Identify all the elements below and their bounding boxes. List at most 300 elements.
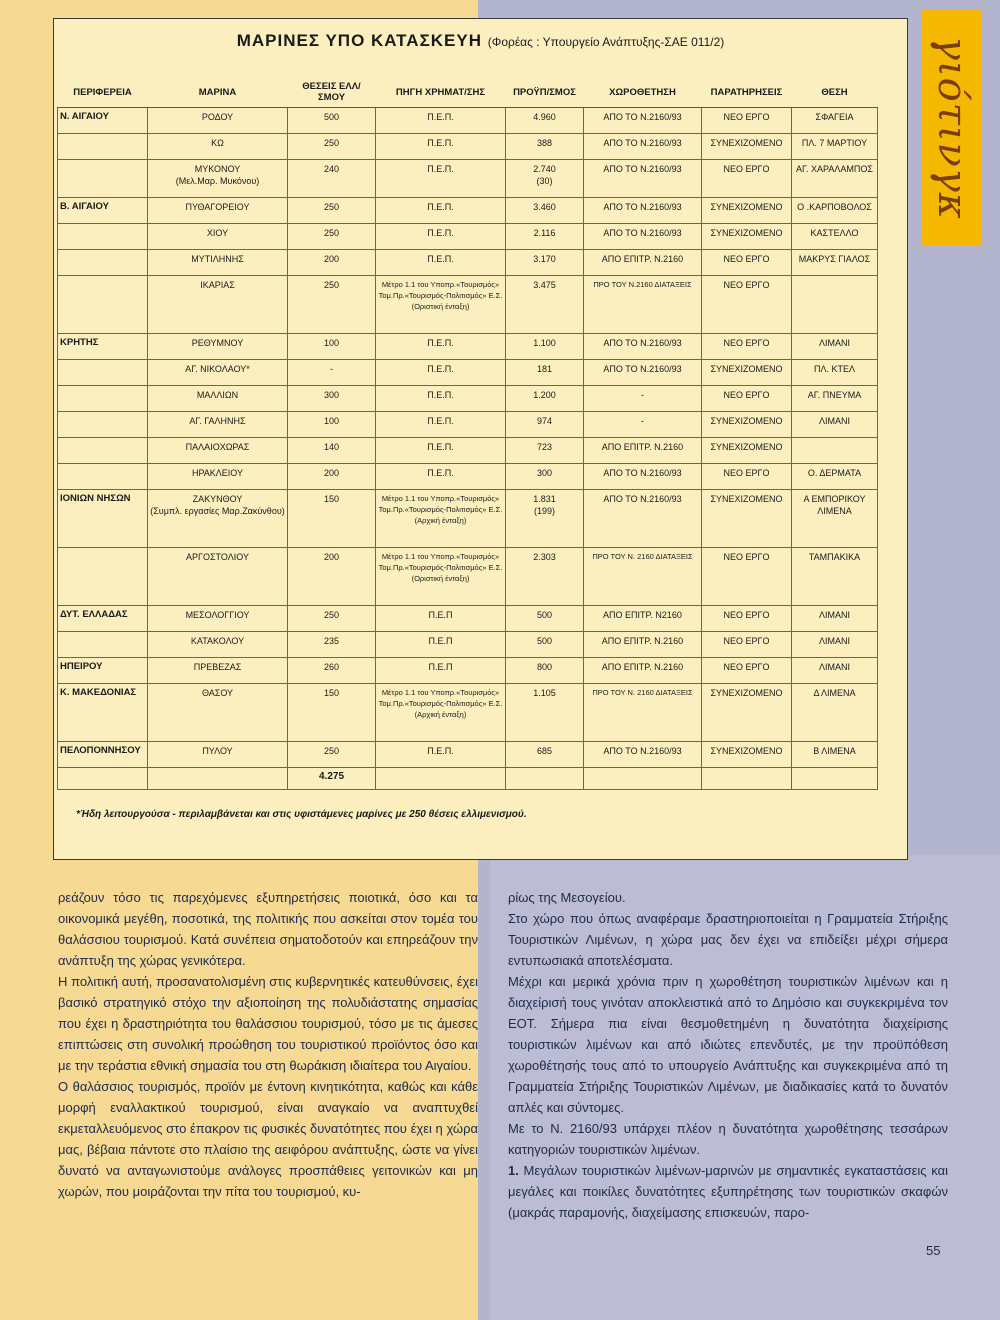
table-row [58, 658, 878, 684]
cell-zoning [584, 360, 702, 386]
cell-berths-text: 200 [323, 552, 340, 562]
cell-marina [148, 386, 288, 412]
cell-zoning-text: - [641, 390, 644, 400]
cell-location [792, 632, 878, 658]
col-header-zoning: ΧΩΡΟΘΕΤΗΣΗ [584, 77, 702, 108]
cell-remarks [702, 276, 792, 334]
cell-location-text: ΛΙΜΑΝΙ [818, 338, 850, 348]
cell-marina-text: ΧΙΟΥ [206, 228, 229, 238]
cell-budget [506, 632, 584, 658]
cell-funding [376, 134, 506, 160]
cell-marina [148, 684, 288, 742]
cell-location-text: Δ ΛΙΜΕΝΑ [813, 688, 856, 698]
cell-location-text: ΛΙΜΑΝΙ [818, 610, 850, 620]
cell-zoning [584, 606, 702, 632]
cell-zoning-text: ΠΡΟ ΤΟΥ Ν. 2160 ΔΙΑΤΑΞΕΙΣ [592, 688, 693, 697]
cell-zoning [584, 658, 702, 684]
cell-zoning-text: ΑΠΟ ΕΠΙΤΡ. Ν.2160 [601, 636, 684, 646]
cell-marina [148, 334, 288, 360]
cell-marina [148, 134, 288, 160]
cell-location-text: Ο. ΔΕΡΜΑΤΑ [807, 468, 862, 478]
cell-remarks-text: ΝΕΟ ΕΡΓΟ [723, 338, 770, 348]
cell-zoning-text: ΠΡΟ ΤΟΥ Ν. 2160 ΔΙΑΤΑΞΕΙΣ [592, 552, 693, 561]
page-number: 55 [926, 1243, 941, 1258]
cell-remarks [702, 606, 792, 632]
cell-remarks [702, 250, 792, 276]
cell-budget [506, 490, 584, 548]
cell-marina [148, 548, 288, 606]
table-row [58, 360, 878, 386]
cell-berths [288, 250, 376, 276]
cell-region [58, 360, 148, 386]
table-row [58, 334, 878, 360]
cell-remarks-text: ΝΕΟ ΕΡΓΟ [723, 662, 770, 672]
cell-zoning [584, 386, 702, 412]
cell-berths [288, 658, 376, 684]
cell-remarks [702, 412, 792, 438]
table-row [58, 198, 878, 224]
cell-location-text: ΛΙΜΑΝΙ [818, 636, 850, 646]
cell-budget [506, 134, 584, 160]
cell-zoning-text: ΑΠΟ ΤΟ Ν.2160/93 [603, 338, 682, 348]
cell-budget-text: 3.460 [533, 202, 556, 212]
cell-budget-text: 388 [536, 138, 553, 148]
cell-marina [148, 438, 288, 464]
cell-berths-text: 250 [323, 138, 340, 148]
cell-berths [288, 108, 376, 134]
cell-remarks-text: ΣΥΝΕΧΙΖΟΜΕΝΟ [710, 688, 783, 698]
cell-berths [288, 464, 376, 490]
cell-marina [148, 224, 288, 250]
cell-zoning [584, 490, 702, 548]
cell-berths [288, 276, 376, 334]
cell-funding [376, 658, 506, 684]
cell-funding-text: Π.Ε.Π. [427, 164, 454, 174]
cell-region [58, 108, 148, 134]
cell-remarks-text: ΣΥΝΕΧΙΖΟΜΕΝΟ [710, 138, 783, 148]
cell-berths-text: 250 [323, 280, 340, 290]
cell-berths [288, 134, 376, 160]
cell-location-text: ΛΙΜΑΝΙ [818, 662, 850, 672]
cell-budget-text: 974 [536, 416, 553, 426]
cell-marina-subtext: (Μελ.Μαρ. Μυκόνου) [175, 176, 260, 186]
article-column-left [58, 887, 478, 1202]
cell-zoning [584, 134, 702, 160]
cell-region [58, 684, 148, 742]
cell-funding [376, 684, 506, 742]
cell-zoning [584, 684, 702, 742]
cell-budget-text: 2.116 [533, 228, 556, 238]
article-paragraph: Με το Ν. 2160/93 υπάρχει πλέον η δυνατότητα χωροθέτησης τεσσάρων κατηγοριών τουριστικών λιμένων. [508, 1121, 948, 1157]
cell-funding [376, 276, 506, 334]
table-row [58, 386, 878, 412]
cell-remarks [702, 334, 792, 360]
cell-zoning-text: ΑΠΟ ΤΟ Ν.2160/93 [603, 112, 682, 122]
article-paragraph: ρίως της Μεσογείου. [508, 890, 626, 905]
cell-budget-text: 1.100 [533, 338, 556, 348]
cell-location [792, 134, 878, 160]
cell-location [792, 658, 878, 684]
cell-location-text: ΣΦΑΓΕΙΑ [815, 112, 854, 122]
cell-budget-text: 3.475 [533, 280, 556, 290]
cell-region [58, 224, 148, 250]
cell-funding-text: Π.Ε.Π. [427, 338, 454, 348]
cell-zoning [584, 742, 702, 768]
cell-remarks-text: ΣΥΝΕΧΙΖΟΜΕΝΟ [710, 746, 783, 756]
cell-berths-text: 500 [323, 112, 340, 122]
cell-berths-text: - [330, 364, 333, 374]
cell-berths [288, 438, 376, 464]
cell-marina [148, 198, 288, 224]
cell-location [792, 490, 878, 548]
cell-berths-text: 200 [323, 468, 340, 478]
cell-region [58, 658, 148, 684]
cell-remarks-text: ΣΥΝΕΧΙΖΟΜΕΝΟ [710, 442, 783, 452]
cell-budget [506, 276, 584, 334]
cell-berths [288, 548, 376, 606]
cell-funding [376, 160, 506, 198]
cell-remarks [702, 108, 792, 134]
article-paragraph: Μέχρι και μερικά χρόνια πριν η χωροθέτηση τουριστικών λιμένων και η διαχείρισή τους γινόταν αποκλειστικά από το Δημόσιο και συγκεκριμένα τον ΕΟΤ. Σήμερα πια είναι θεσμοθετημένη η δυνατότητα διαχείρισης τουριστικών λιμένων και από ιδιώτες επενδυτές, με την προϋπόθεση χωροθέτησής τους από το υπουργείο Ανάπτυξης και συγκεκριμένα από τη Γραμματεία Στήριξης Τουριστικών Λιμένων, με διαδικασίες κατά το δυνατόν απλές και σύντομες. [508, 974, 948, 1115]
cell-marina [148, 632, 288, 658]
cell-budget-text: 4.960 [533, 112, 556, 122]
cell-location [792, 360, 878, 386]
cell-budget-text: 2.740 [533, 164, 556, 174]
cell-funding-text: Π.Ε.Π. [427, 468, 454, 478]
cell-budget [506, 464, 584, 490]
cell-budget [506, 606, 584, 632]
col-header-budget: ΠΡΟΫΠ/ΣΜΟΣ [506, 77, 584, 108]
cell-marina-text: ΜΥΤΙΛΗΝΗΣ [191, 254, 244, 264]
cell-remarks-text: ΝΕΟ ΕΡΓΟ [723, 112, 770, 122]
cell-berths [288, 224, 376, 250]
cell-zoning-text: ΑΠΟ ΤΟ Ν.2160/93 [603, 202, 682, 212]
cell-budget-text: 500 [536, 636, 553, 646]
cell-zoning [584, 632, 702, 658]
cell-marina [148, 360, 288, 386]
cell-berths-text: 260 [323, 662, 340, 672]
cell-region-text: Β. ΑΙΓΑΙΟΥ [60, 201, 109, 212]
cell-location [792, 250, 878, 276]
cell-funding-text: Π.Ε.Π. [427, 112, 454, 122]
cell-location-text: Ο .ΚΑΡΠΟΒΟΛΟΣ [797, 202, 872, 212]
cell-funding [376, 632, 506, 658]
cell-zoning-text: ΑΠΟ ΤΟ Ν.2160/93 [603, 228, 682, 238]
cell-funding-text: Π.Ε.Π. [427, 416, 454, 426]
cell-funding [376, 490, 506, 548]
cell-location [792, 438, 878, 464]
cell-marina [148, 742, 288, 768]
cell-funding-text: Μέτρο 1.1 του Υποπρ.«Τουρισμός» Τομ.Πρ.«Τουρισμός-Πολιτισμός» Ε.Σ. (Αρχική ένταξη) [378, 688, 503, 719]
cell-location [792, 386, 878, 412]
cell-budget [506, 224, 584, 250]
cell-marina-subtext: (Συμπλ. εργασίες Μαρ.Ζακύνθου) [150, 506, 285, 516]
cell-berths-text: 140 [323, 442, 340, 452]
cell-region-text: ΙΟΝΙΩΝ ΝΗΣΩΝ [60, 493, 131, 504]
table-title-main: ΜΑΡΙΝΕΣ ΥΠΟ ΚΑΤΑΣΚΕΥΗ [236, 31, 483, 50]
cell-funding-text: Π.Ε.Π. [427, 390, 454, 400]
cell-berths-text: 100 [323, 338, 340, 348]
cell-berths-text: 300 [323, 390, 340, 400]
cell-zoning-text: ΠΡΟ ΤΟΥ Ν.2160 ΔΙΑΤΑΞΕΙΣ [593, 280, 692, 289]
cell-remarks [702, 198, 792, 224]
marinas-table [57, 77, 878, 790]
cell-location [792, 224, 878, 250]
table-row [58, 438, 878, 464]
section-tab [922, 10, 982, 245]
cell-remarks [702, 490, 792, 548]
cell-marina-text: ΠΑΛΑΙΟΧΩΡΑΣ [185, 442, 250, 452]
cell-location [792, 334, 878, 360]
cell-marina-text: ΡΕΘΥΜΝΟΥ [191, 338, 244, 348]
table-row [58, 490, 878, 548]
cell-berths [288, 684, 376, 742]
cell-remarks-text: ΣΥΝΕΧΙΖΟΜΕΝΟ [710, 364, 783, 374]
cell-region [58, 160, 148, 198]
cell-budget [506, 438, 584, 464]
cell-budget-text: 1.831 [533, 494, 556, 504]
cell-remarks-text: ΝΕΟ ΕΡΓΟ [723, 390, 770, 400]
cell-berths-text: 150 [323, 494, 340, 504]
cell-location-text: ΚΑΣΤΕΛΛΟ [810, 228, 859, 238]
table-total-row [58, 768, 878, 790]
section-tab-label: γιότινγκ [929, 35, 975, 220]
cell-remarks [702, 742, 792, 768]
article-paragraph: ρεάζουν τόσο τις παρεχόμενες εξυπηρετήσεις ποιοτικά, όσο και τα οικονομικά μεγέθη, ποσοτικά, της πολιτικής που ασκείται στον τομέα του θαλάσσιου τουρισμού. Κατά συνέπεια σηματοδοτούν και επηρεάζουν την ανάπτυξη της χώρας γενικότερα. [58, 890, 478, 968]
cell-marina-text: ΑΓ. ΓΑΛΗΝΗΣ [189, 416, 246, 426]
cell-funding [376, 360, 506, 386]
table-title-sub: (Φορέας : Υπουργείο Ανάπτυξης-ΣΑΕ 011/2) [487, 35, 725, 49]
cell-berths-text: 250 [323, 202, 340, 212]
cell-region [58, 606, 148, 632]
table-footnote: *Ήδη λειτουργούσα - περιλαμβάνεται και στις υφιστάμενες μαρίνες με 250 θέσεις ελλιμενισμού. [76, 809, 527, 820]
cell-budget [506, 684, 584, 742]
cell-berths [288, 490, 376, 548]
cell-remarks [702, 134, 792, 160]
cell-remarks [702, 658, 792, 684]
cell-location-text: ΜΑΚΡΥΣ ΓΙΑΛΟΣ [798, 254, 871, 264]
cell-funding-text: Π.Ε.Π. [427, 746, 454, 756]
cell-funding [376, 438, 506, 464]
cell-region-text: ΗΠΕΙΡΟΥ [60, 661, 103, 672]
cell-funding [376, 464, 506, 490]
cell-zoning [584, 464, 702, 490]
cell-zoning [584, 224, 702, 250]
cell-berths [288, 632, 376, 658]
cell-region [58, 548, 148, 606]
table-row [58, 684, 878, 742]
cell-funding [376, 198, 506, 224]
cell-zoning [584, 108, 702, 134]
cell-location [792, 548, 878, 606]
cell-funding-text: Μέτρο 1.1 του Υποπρ.«Τουρισμός» Τομ.Πρ.«Τουρισμός-Πολιτισμός» Ε.Σ. (Αρχική ένταξη) [378, 494, 503, 525]
cell-location [792, 160, 878, 198]
cell-funding [376, 250, 506, 276]
cell-berths-text: 250 [323, 746, 340, 756]
cell-berths-text: 150 [323, 688, 340, 698]
total-empty-cell [792, 768, 878, 790]
cell-zoning [584, 548, 702, 606]
cell-zoning-text: ΑΠΟ ΕΠΙΤΡ. Ν.2160 [601, 662, 684, 672]
cell-zoning [584, 438, 702, 464]
cell-budget [506, 250, 584, 276]
cell-funding-text: Π.Ε.Π. [427, 254, 454, 264]
list-marker: 1. [508, 1163, 519, 1178]
cell-marina [148, 250, 288, 276]
cell-marina-text: ΜΑΛΛΙΩΝ [196, 390, 239, 400]
table-row [58, 224, 878, 250]
table-row [58, 464, 878, 490]
cell-budget [506, 108, 584, 134]
cell-funding-text: Π.Ε.Π. [427, 138, 454, 148]
cell-region-text: ΔΥΤ. ΕΛΛΑΔΑΣ [60, 609, 128, 620]
cell-remarks-text: ΝΕΟ ΕΡΓΟ [723, 636, 770, 646]
cell-region [58, 412, 148, 438]
cell-funding [376, 224, 506, 250]
cell-budget [506, 742, 584, 768]
cell-region [58, 742, 148, 768]
table-row [58, 250, 878, 276]
cell-location [792, 108, 878, 134]
cell-marina [148, 160, 288, 198]
cell-region-text: ΠΕΛΟΠΟΝΝΗΣΟΥ [60, 745, 141, 756]
cell-zoning-text: - [641, 416, 644, 426]
total-empty-cell [58, 768, 148, 790]
total-empty-cell [584, 768, 702, 790]
cell-marina [148, 606, 288, 632]
cell-region [58, 490, 148, 548]
cell-funding-text: Π.Ε.Π. [427, 442, 454, 452]
list-item-text: Μεγάλων τουριστικών λιμένων-μαρινών με σημαντικές εγκαταστάσεις και μεγάλες και ποικίλες δυνατότητες εξυπηρέτησης των τουριστικών σκαφών (μακράς παραμονής, διαχείμασης επισκευών, παρο- [508, 1163, 948, 1220]
cell-marina-text: ΘΑΣΟΥ [201, 688, 234, 698]
cell-budget-text: 300 [536, 468, 553, 478]
cell-zoning-text: ΑΠΟ ΕΠΙΤΡ. Ν2160 [603, 610, 682, 620]
cell-budget-text: 500 [536, 610, 553, 620]
cell-berths [288, 386, 376, 412]
cell-remarks [702, 632, 792, 658]
cell-remarks [702, 548, 792, 606]
cell-funding-text: Π.Ε.Π. [427, 228, 454, 238]
cell-region-text: ΚΡΗΤΗΣ [60, 337, 99, 348]
cell-remarks-text: ΣΥΝΕΧΙΖΟΜΕΝΟ [710, 416, 783, 426]
total-empty-cell [506, 768, 584, 790]
cell-location [792, 276, 878, 334]
article-paragraph: Ο θαλάσσιος τουρισμός, προϊόν με έντονη κινητικότητα, καθώς και κάθε μορφή εναλλακτικού τουρισμού, είναι αναγκαίο να αναπτυχθεί εκμεταλλευόμενος στο έπακρον τις φυσικές δυνατότητες που έχει η χώρα μας, βέβαια πάντοτε στο πλαίσιο της αειφόρου ανάπτυξης, ώστε να γίνει δυνατό να ανταγωνιστούμε ανάλογες προσπάθειες γειτονικών και μη χωρών, που μοιράζονται την πίτα του τουρισμού, κυ- [58, 1079, 478, 1199]
cell-location [792, 198, 878, 224]
cell-marina-text: ΙΚΑΡΙΑΣ [200, 280, 235, 290]
cell-berths-text: 235 [323, 636, 340, 646]
cell-budget [506, 658, 584, 684]
table-row [58, 412, 878, 438]
cell-marina-text: ΑΡΓΟΣΤΟΛΙΟΥ [186, 552, 249, 562]
cell-remarks [702, 160, 792, 198]
article-list-item [508, 1160, 948, 1223]
cell-berths [288, 160, 376, 198]
cell-budget [506, 386, 584, 412]
cell-zoning [584, 334, 702, 360]
cell-location-text: ΑΓ. ΧΑΡΑΛΑΜΠΟΣ [796, 164, 873, 174]
cell-marina-text: ΠΥΘΑΓΟΡΕΙΟΥ [185, 202, 250, 212]
total-empty-cell [702, 768, 792, 790]
cell-budget [506, 360, 584, 386]
cell-zoning [584, 198, 702, 224]
cell-remarks [702, 360, 792, 386]
cell-remarks-text: ΝΕΟ ΕΡΓΟ [723, 610, 770, 620]
cell-budget [506, 412, 584, 438]
cell-region [58, 438, 148, 464]
cell-zoning-text: ΑΠΟ ΤΟ Ν.2160/93 [603, 364, 682, 374]
table-row [58, 548, 878, 606]
cell-funding [376, 606, 506, 632]
cell-location-text: Α ΕΜΠΟΡΙΚΟΥ ΛΙΜΕΝΑ [803, 494, 866, 516]
cell-marina [148, 412, 288, 438]
cell-zoning-text: ΑΠΟ ΤΟ Ν.2160/93 [603, 468, 682, 478]
col-header-remarks: ΠΑΡΑΤΗΡΗΣΕΙΣ [702, 77, 792, 108]
cell-marina [148, 108, 288, 134]
table-header-row [58, 77, 878, 108]
cell-zoning-text: ΑΠΟ ΤΟ Ν.2160/93 [603, 138, 682, 148]
marinas-table-panel [53, 18, 908, 860]
col-header-berths: ΘΕΣΕΙΣ ΕΛΛ/ΣΜΟΥ [288, 77, 376, 108]
cell-funding-text: Μέτρο 1.1 του Υποπρ.«Τουρισμός» Τομ.Πρ.«Τουρισμός-Πολιτισμός» Ε.Σ. (Οριστική ένταξη) [378, 280, 503, 311]
cell-zoning-text: ΑΠΟ ΤΟ Ν.2160/93 [603, 164, 682, 174]
cell-funding [376, 108, 506, 134]
col-header-location: ΘΕΣΗ [792, 77, 878, 108]
cell-budget [506, 334, 584, 360]
cell-marina [148, 464, 288, 490]
cell-remarks [702, 438, 792, 464]
cell-berths-text: 200 [323, 254, 340, 264]
cell-marina-text: ΖΑΚΥΝΘΟΥ [192, 494, 243, 504]
cell-funding-text: Π.Ε.Π [428, 610, 453, 620]
article-column-right [508, 887, 948, 1223]
cell-region [58, 386, 148, 412]
cell-berths-text: 100 [323, 416, 340, 426]
cell-region [58, 464, 148, 490]
table-row [58, 108, 878, 134]
cell-marina-text: ΜΕΣΟΛΟΓΓΙΟΥ [185, 610, 250, 620]
cell-remarks [702, 684, 792, 742]
cell-budget-subtext: (30) [536, 176, 553, 186]
cell-zoning-text: ΑΠΟ ΤΟ Ν.2160/93 [603, 494, 682, 504]
table-row [58, 632, 878, 658]
cell-berths [288, 334, 376, 360]
cell-location [792, 684, 878, 742]
cell-location [792, 606, 878, 632]
cell-remarks-text: ΝΕΟ ΕΡΓΟ [723, 552, 770, 562]
cell-marina [148, 490, 288, 548]
cell-region [58, 250, 148, 276]
cell-marina [148, 658, 288, 684]
cell-berths-text: 250 [323, 228, 340, 238]
cell-remarks-text: ΣΥΝΕΧΙΖΟΜΕΝΟ [710, 228, 783, 238]
cell-marina-text: ΠΡΕΒΕΖΑΣ [193, 662, 242, 672]
cell-region-text: Ν. ΑΙΓΑΙΟΥ [60, 111, 109, 122]
cell-berths [288, 606, 376, 632]
cell-budget-subtext: (199) [533, 506, 555, 516]
cell-berths [288, 360, 376, 386]
article-paragraph: Η πολιτική αυτή, προσανατολισμένη στις κυβερνητικές κατευθύνσεις, έχει βασικό στρατηγικό στόχο την αξιοποίηση της πολυδιάστατης σημασίας που έχει η δραστηριότητα του θαλάσσιου τουρισμού, τόσο με τις άμεσες επιπτώσεις στη συνολική προώθηση του τουριστικού προϊόντος όσο και με την τεράστια εθνική σημασία του στη θωράκιση ιδιαίτερα του Αιγαίου. [58, 974, 478, 1073]
cell-marina-text: ΜΥΚΟΝΟΥ [194, 164, 241, 174]
cell-remarks-text: ΣΥΝΕΧΙΖΟΜΕΝΟ [710, 202, 783, 212]
cell-location-text: ΑΓ. ΠΝΕΥΜΑ [807, 390, 862, 400]
table-row [58, 606, 878, 632]
total-empty-cell [376, 768, 506, 790]
cell-funding-text: Π.Ε.Π [428, 636, 453, 646]
table-row [58, 134, 878, 160]
cell-region [58, 334, 148, 360]
cell-zoning-text: ΑΠΟ ΕΠΙΤΡ. Ν.2160 [601, 442, 684, 452]
